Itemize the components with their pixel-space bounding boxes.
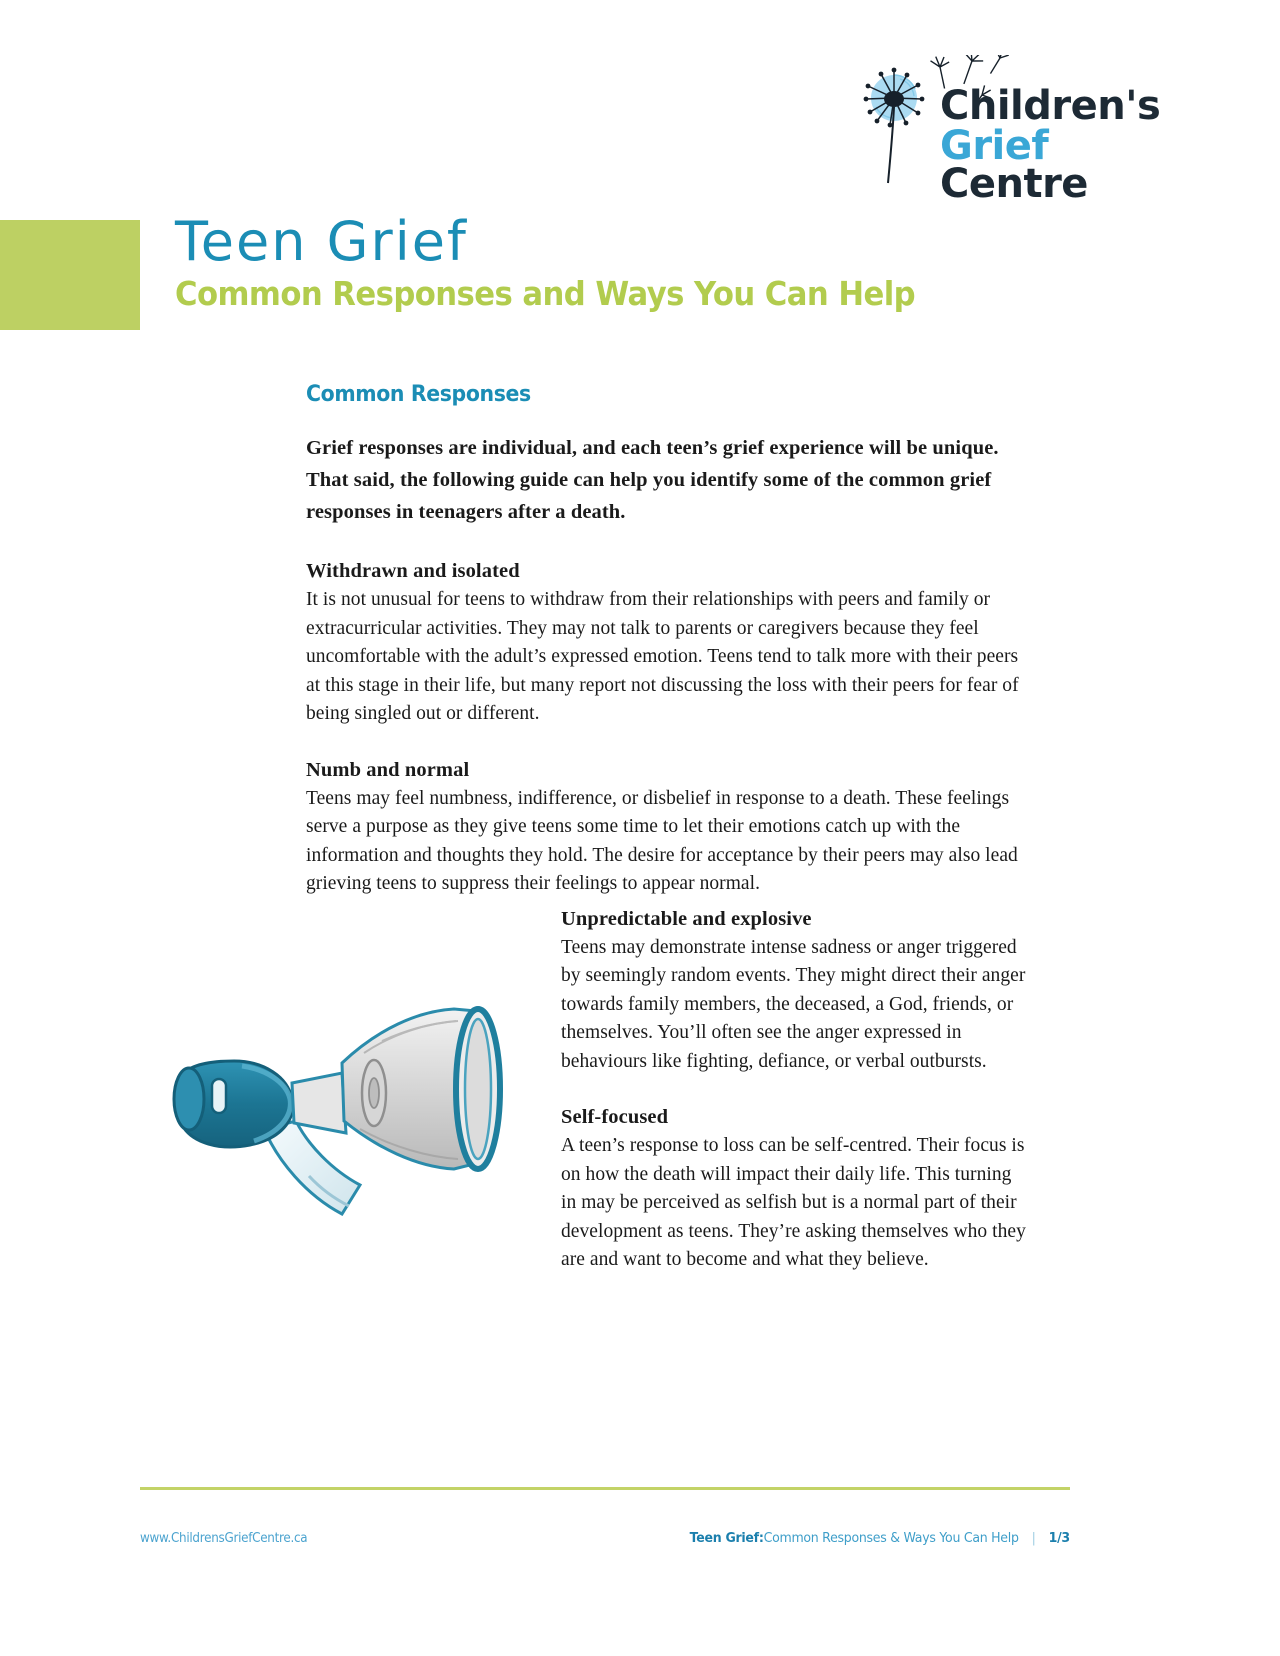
title-block bbox=[175, 210, 1075, 313]
organization-logo bbox=[860, 55, 1161, 207]
page-subtitle: Common Responses and Ways You Can Help bbox=[175, 274, 916, 313]
logo-text-grief: Grief bbox=[940, 123, 1049, 169]
subsection-body-self-focused: A teen’s response to loss can be self-centred. Their focus is on how the death will impact their daily life. This turning in may be perceived as selfish but is a normal part of their development as teens. They’re asking themselves who they are and want to become and what they believe. bbox=[561, 1135, 1026, 1271]
right-column bbox=[561, 908, 1030, 1305]
footer-website-link[interactable]: www.ChildrensGriefCentre.ca bbox=[140, 1531, 308, 1546]
subsection-heading-numb: Numb and normal bbox=[306, 758, 470, 781]
footer-page-number: 1/3 bbox=[1048, 1530, 1070, 1546]
logo-text-children: Children's bbox=[940, 83, 1161, 129]
page-title: Teen Grief bbox=[175, 210, 468, 273]
footer-doc-info bbox=[690, 1530, 1070, 1546]
subsection-body-numb: Teens may feel numbness, indifference, or disbelief in response to a death. These feelings serve a purpose as they give teens some time to let their emotions catch up with the information and thoughts they hold. The desire for acceptance by their peers may also lead grieving teens to suppress their feelings to appear normal. bbox=[306, 787, 1018, 895]
footer-divider bbox=[140, 1487, 1070, 1490]
intro-paragraph: Grief responses are individual, and each teen’s grief experience will be unique. That said, the following guide can help you identify some of the common grief responses in teenagers after a death. bbox=[306, 437, 999, 523]
footer-doc-title: Teen Grief: bbox=[689, 1530, 764, 1546]
footer-separator: | bbox=[1031, 1530, 1036, 1546]
subsection-heading-self-focused: Self-focused bbox=[561, 1106, 669, 1129]
main-content bbox=[306, 382, 1030, 929]
megaphone-illustration bbox=[146, 933, 556, 1273]
title-accent-block bbox=[0, 220, 140, 330]
subsection-body-withdrawn: It is not unusual for teens to withdraw from their relationships with peers and family or extracurricular activities. They may not talk to parents or caregivers because they feel uncomfortable with the adult’s expressed emotion. Teens tend to talk more with their peers at this stage in their life, but many report not discussing the loss with their peers for fear of being singled out or different. bbox=[306, 589, 1019, 725]
logo-text-centre: Centre bbox=[940, 161, 1088, 207]
subsection-heading-withdrawn: Withdrawn and isolated bbox=[306, 560, 520, 583]
subsection-body-unpredictable: Teens may demonstrate intense sadness or anger triggered by seemingly random events. They might direct their anger towards family members, the deceased, a God, friends, or themselves. You’ll often see the anger expressed in behaviours like fighting, defiance, or verbal outbursts. bbox=[561, 937, 1026, 1072]
footer-doc-subtitle: Common Responses & Ways You Can Help bbox=[763, 1530, 1019, 1546]
subsection-heading-unpredictable: Unpredictable and explosive bbox=[561, 908, 812, 930]
two-column-section bbox=[306, 908, 1030, 1368]
page-footer bbox=[140, 1530, 1070, 1546]
section-label-common-responses: Common Responses bbox=[306, 382, 531, 407]
